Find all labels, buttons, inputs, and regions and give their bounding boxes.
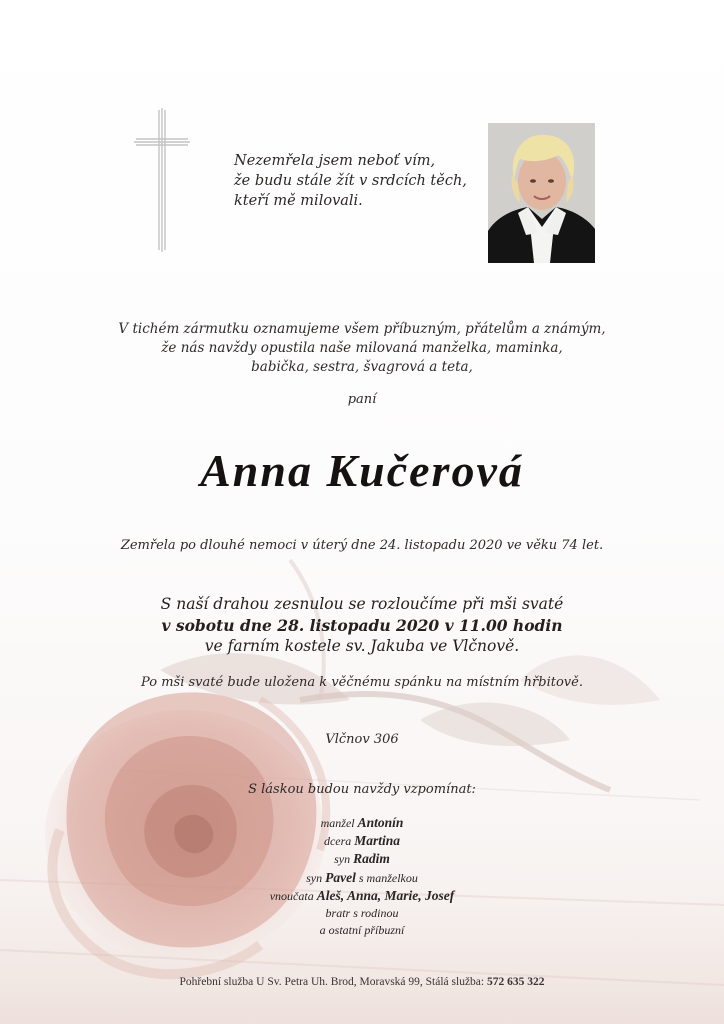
family-role: a ostatní příbuzní bbox=[319, 923, 405, 938]
announcement-line: babička, sestra, švagrová a teta, bbox=[251, 359, 473, 375]
cross-icon bbox=[132, 106, 192, 254]
family-member bbox=[0, 850, 724, 868]
death-notice: Zemřela po dlouhé nemoci v úterý dne 24. listopadu 2020 ve věku 74 let. bbox=[120, 538, 604, 553]
family-suffix: s manželkou bbox=[358, 870, 418, 885]
family-member bbox=[0, 905, 724, 922]
burial-notice: Po mši svaté bude uložena k věčnému spánku na místním hřbitově. bbox=[141, 675, 583, 690]
announcement-line: že nás navždy opustila naše milovaná manželka, maminka, bbox=[161, 340, 563, 356]
ceremony-date: v sobotu dne 28. listopadu 2020 v 11.00 hodin bbox=[161, 616, 563, 635]
funeral-service-footer bbox=[0, 976, 724, 988]
family-member bbox=[0, 814, 724, 832]
honorific: paní bbox=[347, 392, 377, 407]
family-role: dcera bbox=[323, 834, 352, 849]
deceased-name: Anna Kučerová bbox=[200, 445, 524, 496]
family-names: Aleš, Anna, Marie, Josef bbox=[316, 887, 455, 903]
family-list bbox=[0, 814, 724, 939]
family-member bbox=[0, 869, 724, 887]
motto-line: kteří mě milovali. bbox=[234, 193, 363, 209]
motto-quote bbox=[234, 151, 467, 211]
family-names: Antonín bbox=[357, 815, 404, 830]
motto-line: Nezemřela jsem neboť vím, bbox=[234, 153, 436, 169]
announcement-line: V tichém zármutku oznamujeme všem příbuzným, přátelům a známým, bbox=[118, 321, 606, 337]
family-member bbox=[0, 887, 724, 905]
family-role: manžel bbox=[320, 816, 355, 830]
family-names: Martina bbox=[354, 833, 401, 849]
footer-text: Pohřební služba U Sv. Petra Uh. Brod, Moravská 99, Stálá služba: bbox=[179, 976, 485, 988]
family-role: syn bbox=[306, 870, 323, 885]
portrait-photo bbox=[488, 123, 595, 263]
portrait-image bbox=[488, 123, 595, 263]
footer-phone: 572 635 322 bbox=[486, 976, 545, 988]
family-role: vnoučata bbox=[269, 888, 314, 903]
family-names: Pavel bbox=[325, 869, 356, 885]
ceremony-place: ve farním kostele sv. Jakuba ve Vlčnově. bbox=[204, 637, 520, 655]
family-role: syn bbox=[334, 852, 351, 867]
family-member bbox=[0, 922, 724, 939]
remember-heading: S láskou budou navždy vzpomínat: bbox=[248, 782, 476, 797]
family-role: bratr s rodinou bbox=[325, 906, 399, 921]
ceremony-info bbox=[0, 594, 724, 657]
address: Vlčnov 306 bbox=[325, 732, 399, 747]
family-member bbox=[0, 832, 724, 850]
motto-line: že budu stále žít v srdcích těch, bbox=[234, 173, 467, 189]
ceremony-line: S naší drahou zesnulou se rozloučíme při mši svaté bbox=[160, 595, 564, 613]
family-names: Radim bbox=[353, 851, 390, 867]
announcement-text bbox=[0, 320, 724, 377]
